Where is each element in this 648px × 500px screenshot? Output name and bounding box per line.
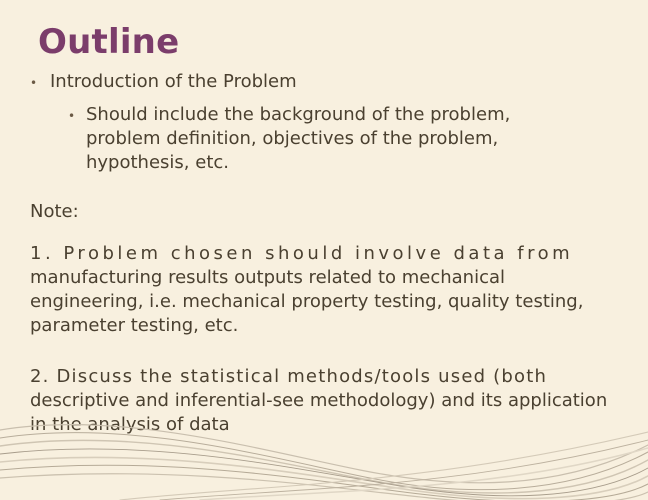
slide-title: Outline	[38, 22, 180, 62]
paragraph-1	[30, 242, 620, 338]
bullet-dot-icon: •	[30, 76, 38, 90]
bullet-dot-icon: •	[68, 109, 76, 123]
bullet-level1-text: Introduction of the Problem	[50, 71, 297, 92]
paragraph-1-lead: 1. Problem chosen should involve data from	[30, 243, 574, 264]
bullet-level2-text: Should include the background of the problem, problem definition, objectives of the problem, hypothesis, etc.	[86, 104, 511, 173]
note-label: Note:	[30, 201, 79, 222]
bullet-level1	[30, 70, 297, 94]
paragraph-2-rest: descriptive and inferential-see methodology) and its application in the analysis of data	[30, 390, 608, 435]
paragraph-2-lead: 2. Discuss the statistical methods/tools used (both	[30, 366, 548, 387]
paragraph-1-rest: manufacturing results outputs related to mechanical engineering, i.e. mechanical property testing, quality testing, parameter testing, etc.	[30, 267, 584, 336]
decorative-swoosh	[0, 390, 648, 500]
bullet-level2	[68, 103, 588, 175]
